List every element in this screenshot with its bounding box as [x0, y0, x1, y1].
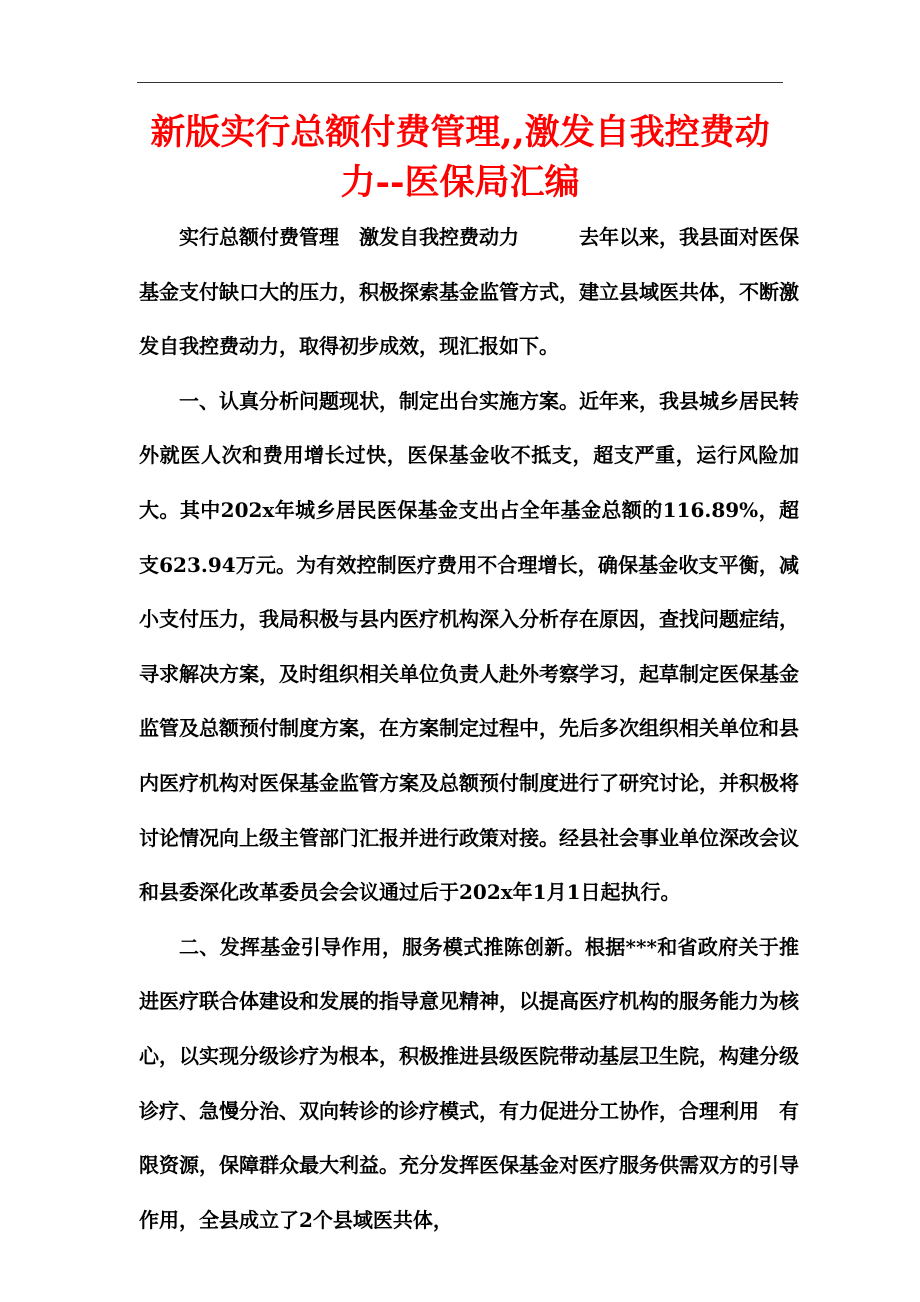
document-title: 新版实行总额付费管理,,激发自我控费动力--医保局汇编: [150, 112, 770, 203]
paragraph-section-1: 一、认真分析问题现状，制定出台实施方案。近年来，我县城乡居民转外就医人次和费用增长过快，医保基金收不抵支，超支严重，运行风险加大。其中202x年城乡居民医保基金支出占全年基金总额的116.89%，超支623.94万元。为有效控制医疗费用不合理增长，确保基金收支平衡，减小支付压力，我局积极与县内医疗机构深入分析存在原因，查找问题症结，寻求解决方案，及时组织相关单位负责人赴外考察学习，起草制定医保基金监管及总额预付制度方案，在方案制定过程中，先后多次组织相关单位和县内医疗机构对医保基金监管方案及总额预付制度进行了研究讨论，并积极将讨论情况向上级主管部门汇报并进行政策对接。经县社会事业单位深改会议和县委深化改革委员会会议通过后于202x年1月1日起执行。: [139, 388, 799, 905]
document-body: [139, 210, 799, 1247]
header-rule: [137, 82, 783, 83]
paragraph-intro: 实行总额付费管理 激发自我控费动力 去年以来，我县面对医保基金支付缺口大的压力，积极探索基金监管方式，建立县域医共体，不断激发自我控费动力，取得初步成效，现汇报如下。: [139, 225, 799, 359]
paragraph-section-2: 二、发挥基金引导作用，服务模式推陈创新。根据***和省政府关于推进医疗联合体建设和发展的指导意见精神，以提高医疗机构的服务能力为核心，以实现分级诊疗为根本，积极推进县级医院带动基层卫生院，构建分级诊疗、急慢分治、双向转诊的诊疗模式，有力促进分工协作，合理利用 有限资源，保障群众最大利益。充分发挥医保基金对医疗服务供需双方的引导作用，全县成立了2个县域医共体，: [139, 934, 799, 1232]
